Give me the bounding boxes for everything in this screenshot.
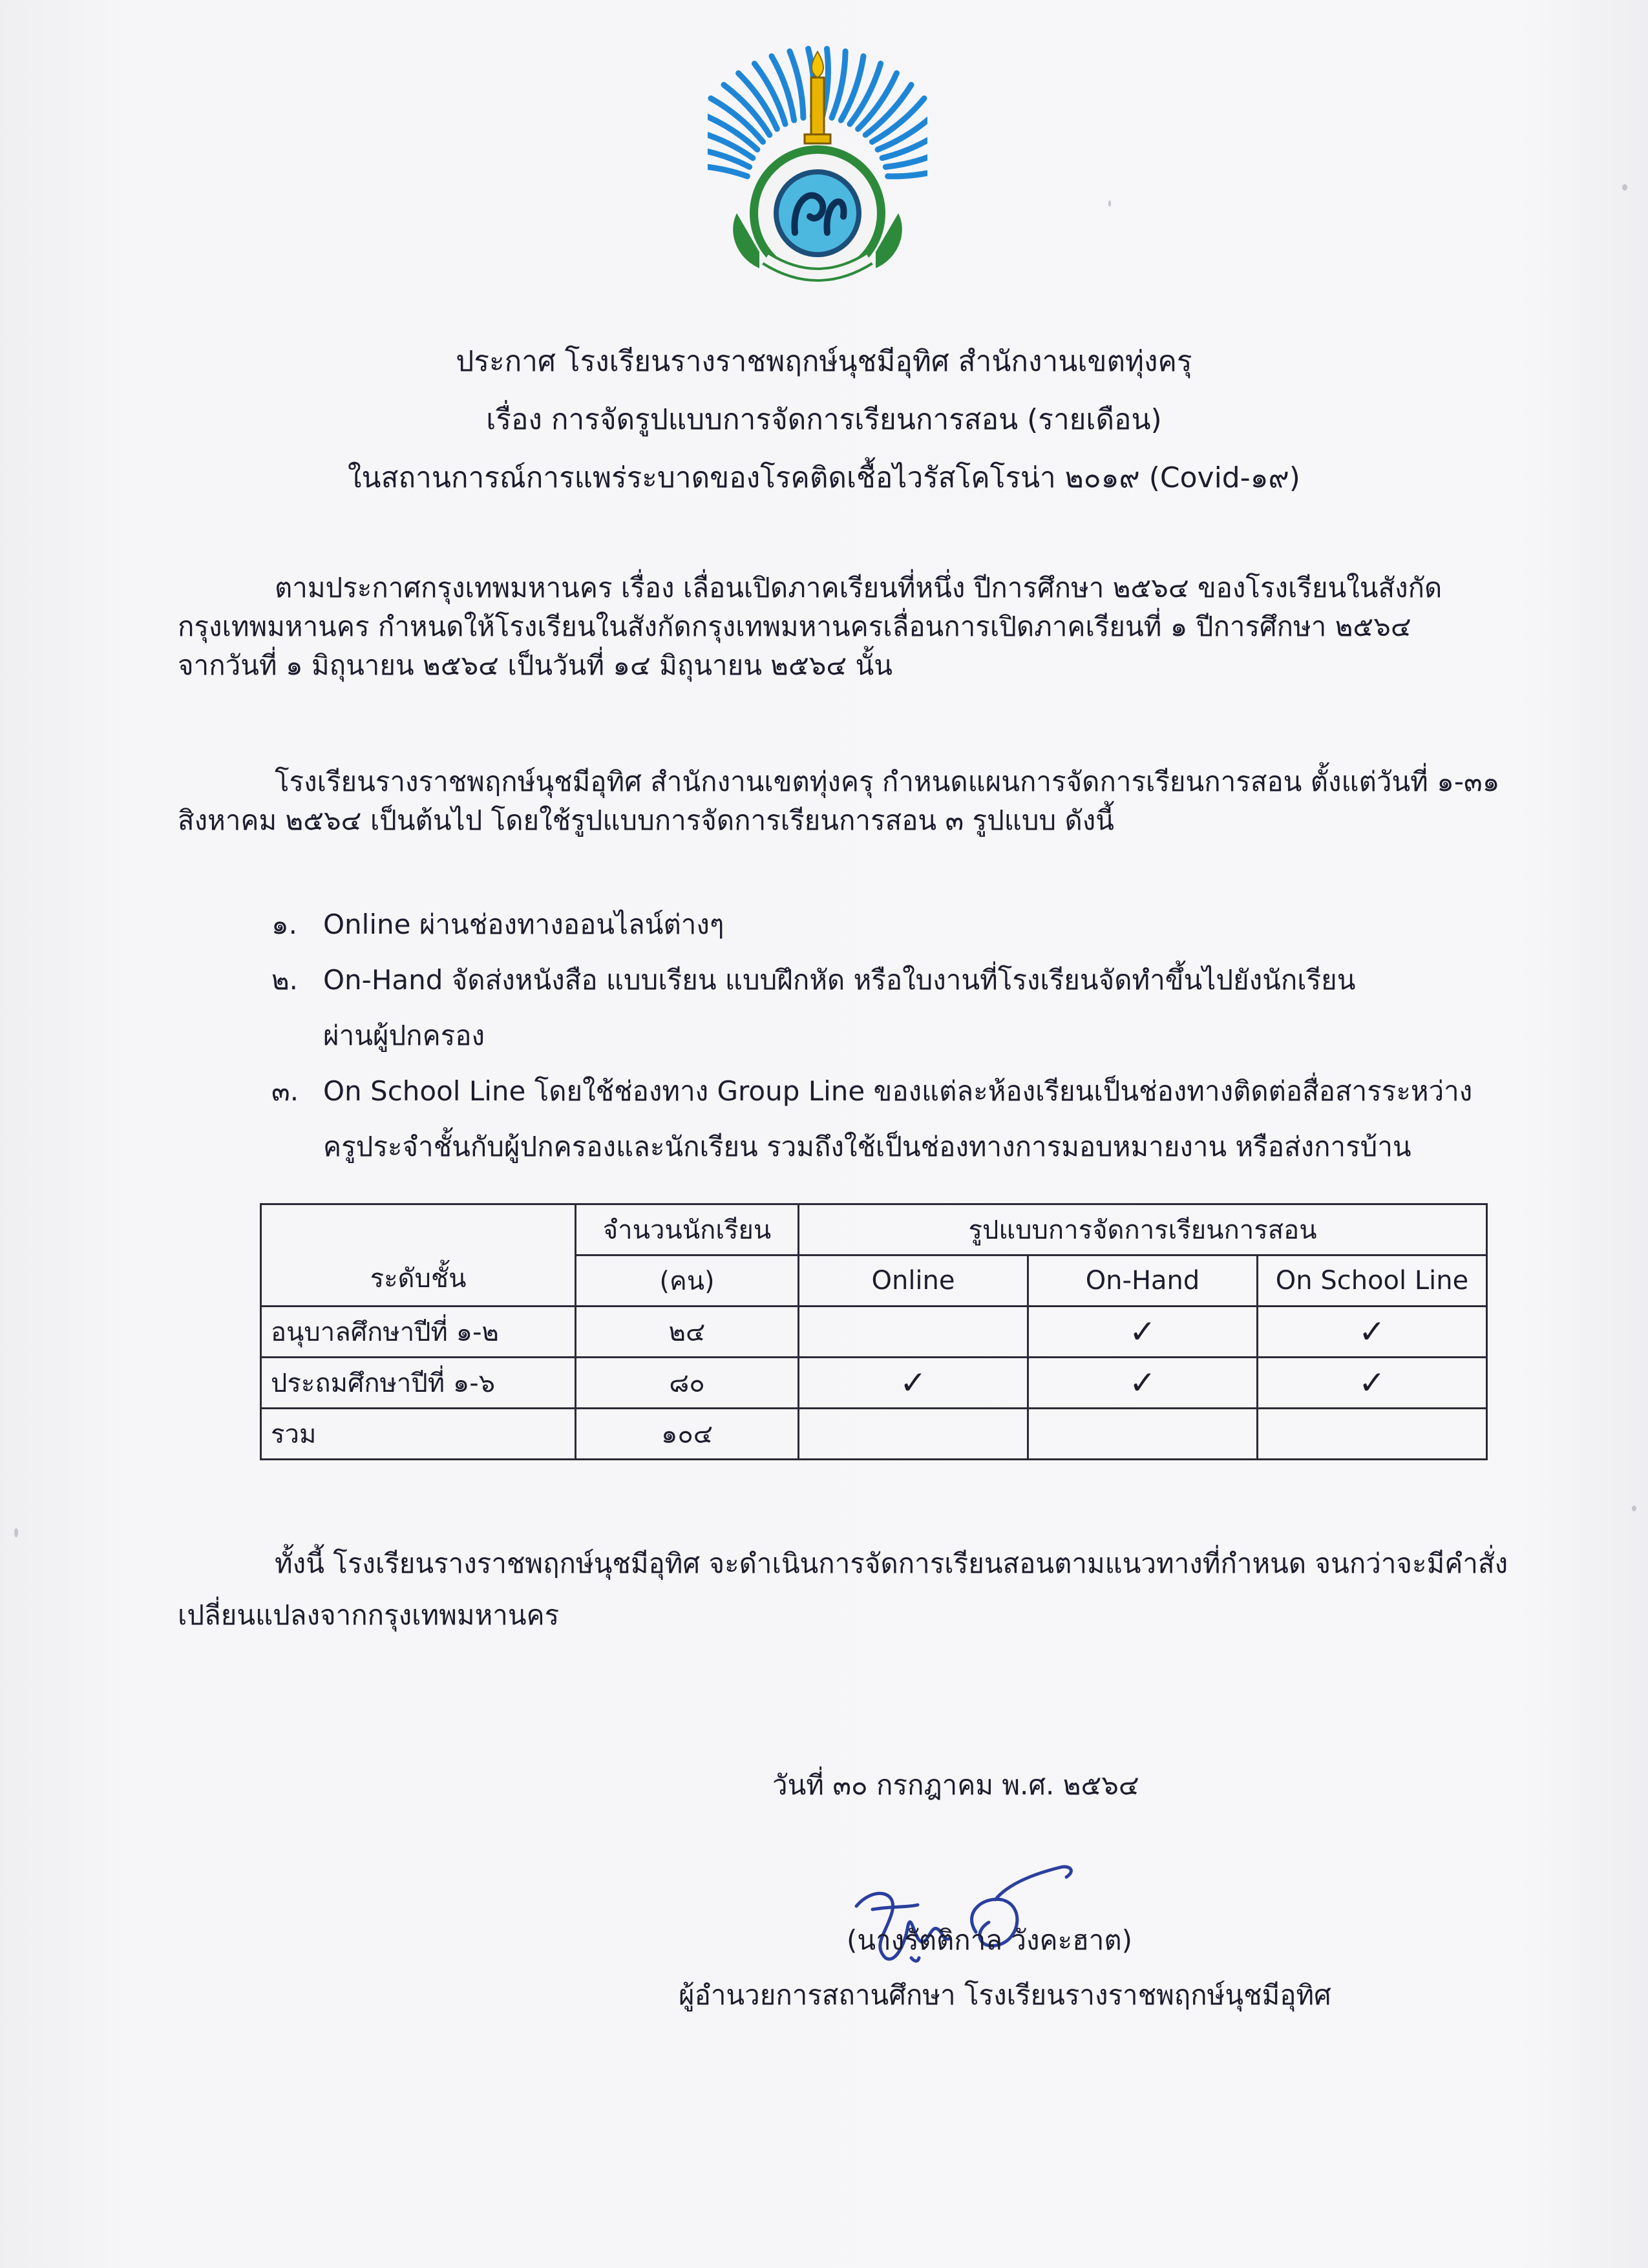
table-header-modes: รูปแบบการจัดการเรียนการสอน — [799, 1204, 1487, 1255]
table-cell-level: รวม — [261, 1409, 576, 1460]
list-number: ๓. — [271, 1075, 299, 1107]
table-cell-count: ๑๐๔ — [576, 1409, 799, 1460]
emblem-ray — [832, 51, 845, 118]
scan-speck — [14, 1528, 18, 1537]
table-cell-onschool: ✓ — [1258, 1307, 1487, 1358]
announcement-date: วันที่ ๓๐ กรกฎาคม พ.ศ. ๒๕๖๔ — [772, 1769, 1139, 1801]
list-item-continuation — [323, 1008, 485, 1064]
announcement-title-line3: ในสถานการณ์การแพร่ระบาดของโรคติดเชื้อไวรัสโคโรน่า ๒๐๑๙ (Covid-๑๙) — [348, 461, 1300, 494]
table-cell-level: อนุบาลศึกษาปีที่ ๑-๒ — [261, 1307, 576, 1358]
paragraph-2 — [178, 762, 1500, 840]
table-cell-online: ✓ — [799, 1358, 1028, 1409]
paragraph-1-line3: จากวันที่ ๑ มิถุนายน ๒๕๖๔ เป็นวันที่ ๑๔ มิถุนายน ๒๕๖๔ นั้น — [178, 649, 893, 681]
paragraph-3 — [178, 1544, 1508, 1635]
scan-speck — [1632, 1506, 1636, 1511]
table-row — [261, 1409, 1487, 1460]
table-header-onschool: On School Line — [1258, 1255, 1487, 1307]
table-cell-count: ๘๐ — [576, 1358, 799, 1409]
list-text: ผ่านผู้ปกครอง — [323, 1020, 485, 1051]
scan-speck — [1622, 184, 1627, 191]
table-row — [261, 1358, 1487, 1409]
teaching-mode-table — [260, 1203, 1488, 1460]
table-cell-count: ๒๔ — [576, 1307, 799, 1358]
paragraph-3-line1: ทั้งนี้ โรงเรียนรางราชพฤกษ์นุชมีอุทิศ จะดำเนินการจัดการเรียนสอนตามแนวทางที่กำหนด จนกว่าจะมีคำสั่ง — [275, 1548, 1508, 1579]
list-number: ๑. — [271, 908, 298, 940]
table-header-online: Online — [799, 1255, 1028, 1307]
list-text: ครูประจำชั้นกับผู้ปกครองและนักเรียน รวมถึงใช้เป็นช่องทางการมอบหมายงาน หรือส่งการบ้าน — [323, 1131, 1411, 1162]
table-cell-onhand: ✓ — [1028, 1307, 1258, 1358]
scan-speck — [1108, 200, 1111, 207]
paragraph-1-line2: กรุงเทพมหานคร กำหนดให้โรงเรียนในสังกัดกรุงเทพมหานครเลื่อนการเปิดภาคเรียนที่ ๑ ปีการศึกษา ๒๕๖๔ — [178, 611, 1411, 642]
table-cell-online — [799, 1409, 1028, 1460]
table-header-count-label: จำนวนนักเรียน — [602, 1215, 772, 1245]
table-cell-onschool — [1258, 1409, 1487, 1460]
table-cell-onhand — [1028, 1409, 1258, 1460]
list-text: On School Line โดยใช้ช่องทาง Group Line ของแต่ละห้องเรียนเป็นช่องทางติดต่อสื่อสารระหว่าง — [323, 1075, 1473, 1107]
list-item-continuation — [323, 1119, 1411, 1175]
list-text: On-Hand จัดส่งหนังสือ แบบเรียน แบบฝึกหัด หรือใบงานที่โรงเรียนจัดทำขึ้นไปยังนักเรียน — [323, 964, 1356, 996]
table-cell-onschool: ✓ — [1258, 1358, 1487, 1409]
list-text: Online ผ่านช่องทางออนไลน์ต่างๆ — [323, 908, 724, 940]
table-header-count — [576, 1204, 799, 1255]
paragraph-1-line1: ตามประกาศกรุงเทพมหานคร เรื่อง เลื่อนเปิดภาคเรียนที่หนึ่ง ปีการศึกษา ๒๕๖๔ ของโรงเรียนในสังกัด — [275, 572, 1442, 604]
announcement-title-line2: เรื่อง การจัดรูปแบบการจัดการเรียนการสอน (รายเดือน) — [486, 403, 1162, 436]
paragraph-1 — [178, 569, 1483, 685]
table-header-count-unit: (คน) — [576, 1255, 799, 1307]
table-row — [261, 1307, 1487, 1358]
paragraph-2-line1: โรงเรียนรางราชพฤกษ์นุชมีอุทิศ สำนักงานเขตทุ่งครุ กำหนดแผนการจัดการเรียนการสอน ตั้งแต่วันที่ ๑-๓๑ — [275, 766, 1500, 797]
signer-position: ผู้อำนวยการสถานศึกษา โรงเรียนรางราชพฤกษ์นุชมีอุทิศ — [679, 1979, 1331, 2011]
table-header-level: ระดับชั้น — [261, 1204, 576, 1307]
table-cell-level: ประถมศึกษาปีที่ ๑-๖ — [261, 1358, 576, 1409]
emblem-ray — [708, 165, 747, 176]
announcement-title-line1: ประกาศ โรงเรียนรางราชพฤกษ์นุชมีอุทิศ สำนักงานเขตทุ่งครุ — [456, 345, 1192, 378]
paragraph-3-line2: เปลี่ยนแปลงจากกรุงเทพมหานคร — [178, 1599, 560, 1631]
paragraph-2-line2: สิงหาคม ๒๕๖๔ เป็นต้นไป โดยใช้รูปแบบการจัดการเรียนการสอน ๓ รูปแบบ ดังนี้ — [178, 804, 1114, 836]
table-header-onhand: On-Hand — [1028, 1255, 1258, 1307]
school-emblem-icon — [708, 39, 927, 297]
table-cell-onhand: ✓ — [1028, 1358, 1258, 1409]
table-cell-online — [799, 1307, 1028, 1358]
signer-name: (นางรัตติกาล วังคะฮาต) — [847, 1924, 1133, 1956]
list-number: ๒. — [271, 964, 299, 996]
